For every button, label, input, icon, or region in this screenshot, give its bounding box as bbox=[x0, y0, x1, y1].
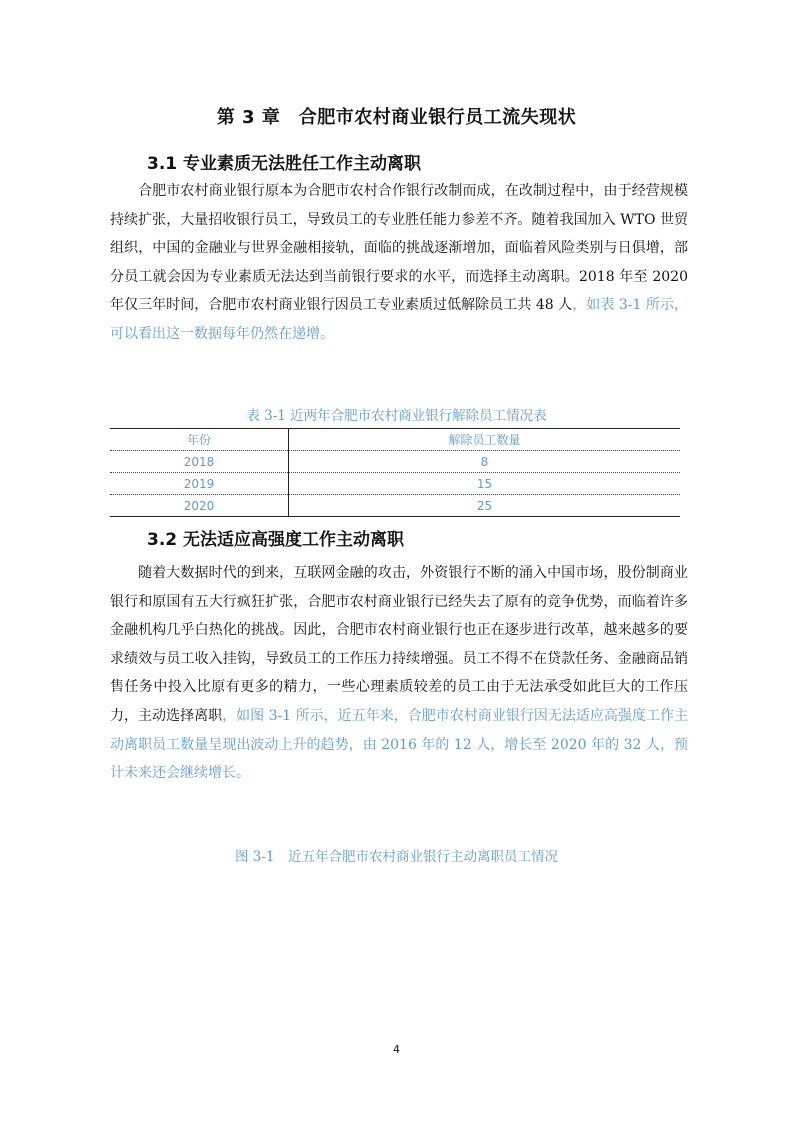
table-cell-count: 15 bbox=[289, 473, 681, 495]
section-title-3-1: 3.1 专业素质无法胜任工作主动离职 bbox=[147, 154, 422, 174]
paragraph-3-2-figure-reference: ，如图 3-1 所示，近五年来，合肥市农村商业银行因无法适应高强度工作主动离职员工数量呈现出波动上升的趋势，由 2016 年的 12 人，增长至 2020 年的 32 人，预计未来还会继续增长。 bbox=[110, 707, 688, 782]
table-header-year: 年份 bbox=[110, 429, 289, 451]
table-cell-year: 2019 bbox=[110, 473, 289, 495]
section-title-3-2: 3.2 无法适应高强度工作主动离职 bbox=[147, 530, 405, 550]
table-cell-count: 8 bbox=[289, 451, 681, 473]
table-cell-year: 2018 bbox=[110, 451, 289, 473]
table-header-row bbox=[110, 429, 680, 451]
page-number: 4 bbox=[393, 1043, 400, 1056]
figure-caption: 图 3-1 近五年合肥市农村商业银行主动离职员工情况 bbox=[234, 849, 559, 865]
dismissed-employees-table bbox=[110, 428, 680, 517]
table-caption: 表 3-1 近两年合肥市农村商业银行解除员工情况表 bbox=[246, 408, 547, 424]
chapter-title: 第 3 章 合肥市农村商业银行员工流失现状 bbox=[216, 107, 577, 128]
table-row bbox=[110, 495, 680, 517]
table-cell-count: 25 bbox=[289, 495, 681, 517]
table-row bbox=[110, 473, 680, 495]
paragraph-3-1 bbox=[110, 177, 688, 349]
table-header-count: 解除员工数量 bbox=[289, 429, 681, 451]
table-cell-year: 2020 bbox=[110, 495, 289, 517]
table-row bbox=[110, 451, 680, 473]
paragraph-3-1-table-reference: ，如表 3-1 所示，可以看出这一数据每年仍然在递增。 bbox=[110, 297, 688, 342]
paragraph-3-2 bbox=[110, 559, 688, 788]
paragraph-3-2-text: 随着大数据时代的到来，互联网金融的攻击，外资银行不断的涌入中国市场，股份制商业银行和原国有五大行疯狂扩张，合肥市农村商业银行已经失去了原有的竞争优势，而临着许多金融机构几乎白热化的挑战。因此，合肥市农村商业银行也正在逐步进行改革，越来越多的要求绩效与员工收入挂钩，导致员工的工作压力持续增强。员工不得不在贷款任务、金融商品销售任务中投入比原有更多的精力，一些心理素质较差的员工由于无法承受如此巨大的工作压力，主动选择离职 bbox=[110, 565, 688, 724]
paragraph-3-1-text: 合肥市农村商业银行原本为合肥市农村合作银行改制而成，在改制过程中，由于经营规模持续扩张，大量招收银行员工，导致员工的专业胜任能力参差不齐。随着我国加入 WTO 世贸组织，中国的金融业与世界金融相接轨，面临的挑战逐渐增加，面临着风险类别与日俱增，部分员工就会因为专业素质无法达到当前银行要求的水平，而选择主动离职。2018 年至 2020 年仅三年时间，合肥市农村商业银行因员工专业素质过低解除员工共 48 人 bbox=[110, 183, 688, 314]
